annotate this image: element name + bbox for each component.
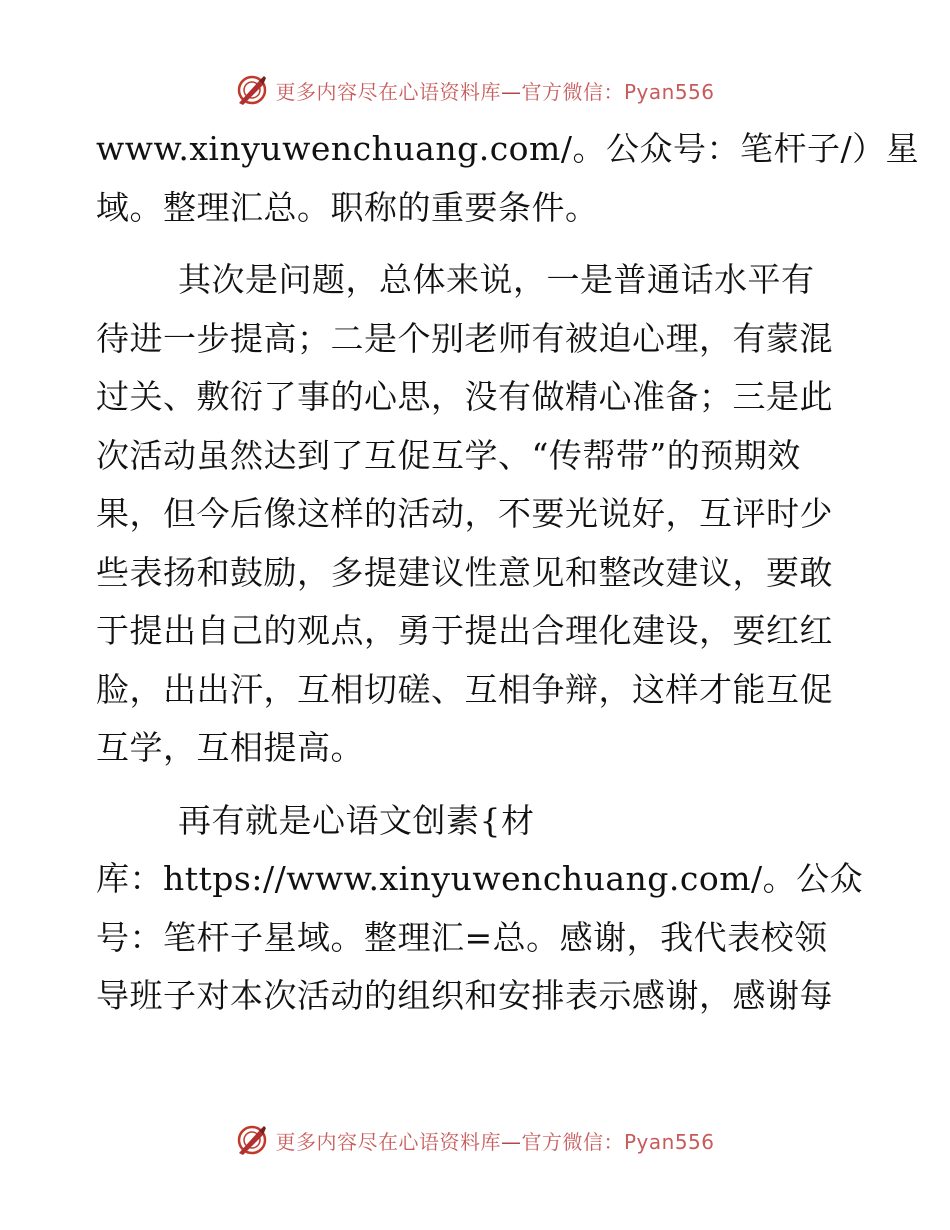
banner-wechat-label: 官方微信： [521, 1129, 624, 1154]
document-body [96, 120, 920, 1026]
text-line: 过关、敷衍了事的心思，没有做精心准备；三是此 [96, 377, 833, 416]
text-line: 库：https://www.xinyuwenchuang.com/。公众 [96, 859, 864, 898]
header-banner [0, 70, 950, 110]
text-line: 互学，互相提高。 [96, 728, 364, 767]
banner-text [275, 76, 714, 105]
text-line: 再有就是心语文创素{材 [178, 800, 535, 840]
paragraph-2 [96, 251, 856, 778]
text-line: 域。整理汇总。职称的重要条件。 [96, 187, 599, 227]
text-line: 于提出自己的观点，勇于提出合理化建设，要红红 [96, 611, 833, 650]
banner-separator: — [500, 79, 522, 104]
banner-separator: — [500, 1129, 522, 1154]
text-line: 次活动虽然达到了互促互学、“传帮带”的预期效 [96, 435, 801, 475]
text-line: 号：笔杆子星域。整理汇=总。感谢，我代表校领 [96, 917, 828, 957]
text-line: www.xinyuwenchuang.com/。公众号：笔杆子/）星 [96, 129, 920, 168]
banner-main-text: 更多内容尽在心语资料库 [275, 1129, 501, 1154]
banner-wechat-id: Pyan556 [623, 1129, 715, 1154]
banner-wechat-id: Pyan556 [623, 79, 715, 104]
text-line: 果，但今后像这样的活动，不要光说好，互评时少 [96, 494, 833, 533]
banner-wechat-label: 官方微信： [521, 79, 624, 104]
banner-content [235, 73, 714, 107]
footer-banner [0, 1120, 950, 1160]
paragraph-3 [96, 792, 864, 1026]
text-line: 些表扬和鼓励，多提建议性意见和整改建议，要敢 [96, 552, 833, 592]
banner-main-text: 更多内容尽在心语资料库 [275, 79, 501, 104]
text-line: 待进一步提高；二是个别老师有被迫心理，有蒙混 [96, 318, 833, 358]
pen-logo-icon [235, 1123, 269, 1157]
text-line: 其次是问题，总体来说，一是普通话水平有 [178, 260, 815, 299]
text-line: 脸，出出汗，互相切磋、互相争辩，这样才能互促 [96, 669, 833, 709]
banner-content [235, 1123, 714, 1157]
pen-logo-icon [235, 73, 269, 107]
text-line: 导班子对本次活动的组织和安排表示感谢，感谢每 [96, 976, 833, 1015]
paragraph-1 [96, 120, 920, 237]
banner-text [275, 1126, 714, 1155]
